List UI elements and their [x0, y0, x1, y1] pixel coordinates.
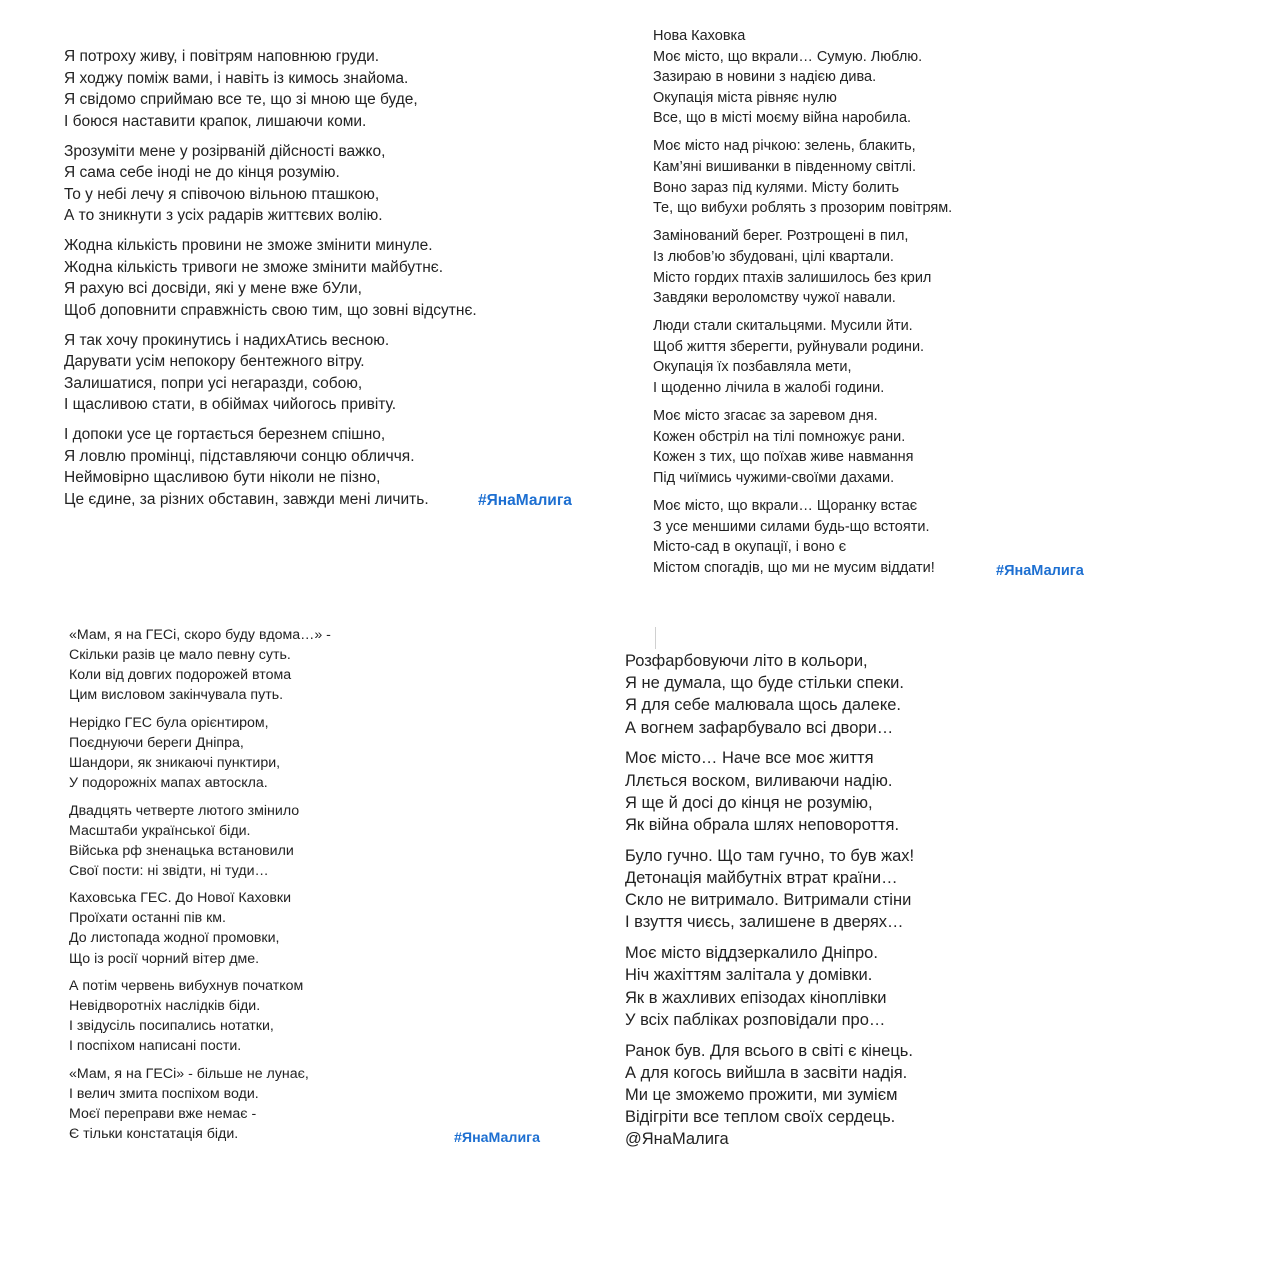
poem-line: З усе меншими силами будь-що встояти.: [653, 518, 930, 535]
poem-block-3: [69, 625, 540, 1152]
poem-line: Люди стали скитальцями. Мусили йти.: [653, 318, 913, 335]
poem-line: Я не думала, що буде стільки спеки.: [625, 674, 904, 693]
poem-line: Нова Каховка: [653, 28, 746, 44]
poem-line: Під чиїмись чужими-своїми дахами.: [653, 469, 895, 486]
stanza: [69, 801, 331, 881]
poem-line: «Мам, я на ГЕСі» - більше не лунає,: [69, 1065, 309, 1082]
poem-line: У подорожніх мапах автоскла.: [69, 775, 268, 792]
stanza: [69, 1064, 331, 1144]
poem-line: І звідусіль посипались нотатки,: [69, 1018, 274, 1035]
stanza: [625, 942, 914, 1031]
poem-line: Я ще й досі до кінця не розумію,: [625, 793, 873, 812]
poem-line: Як війна обрала шлях неповороття.: [625, 816, 900, 835]
stanza: [64, 235, 477, 321]
poem-line: Відігріти все теплом своїх сердець.: [625, 1108, 896, 1127]
stanza: [653, 226, 952, 308]
poem-line: А вогнем зафарбувало всі двори…: [625, 718, 894, 737]
poem-line: Скло не витримало. Витримали стіни: [625, 891, 912, 910]
poem-line: Що із росії чорний вітер дме.: [69, 950, 260, 967]
poem-line: Я для себе малювала щось далеке.: [625, 696, 901, 715]
poem-line: Я рахую всі досвіди, які у мене вже бУли,: [64, 280, 362, 297]
poem-line: Окупація їх позбавляла мети,: [653, 359, 852, 376]
poem-line: У всіх пабліках розповідали про…: [625, 1010, 886, 1029]
poem-line: Цим висловом закінчувала путь.: [69, 687, 284, 704]
poem-line: Моє місто… Наче все моє життя: [625, 749, 874, 768]
poem-line: Жодна кількість тривоги не зможе змінити майбутнє.: [64, 258, 444, 276]
poem-line: Щоб життя зберегти, руйнували родини.: [653, 338, 925, 355]
poem-line: Містом спогадів, що ми не мусим віддати!: [653, 559, 935, 576]
stanza-list: [625, 650, 914, 1151]
poem-line: Війська рф зненацька встановили: [69, 842, 294, 859]
poem-line: Масштаби української біди.: [69, 822, 251, 839]
poem-line: Моє місто, що вкрали… Сумую. Люблю.: [653, 48, 923, 65]
poem-line: Є тільки констатація біди.: [69, 1126, 239, 1143]
stanza: [653, 496, 952, 578]
poem-line: Дарувати усім непокору бентежного вітру.: [64, 353, 365, 370]
poem-line: Як в жахливих епізодах кіноплівки: [625, 988, 887, 1007]
poem-line: І боюся наставити крапок, лишаючи коми.: [64, 112, 367, 130]
poem-line: Моє місто над річкою: зелень, блакить,: [653, 138, 916, 155]
poem-line: І щоденно лічила в жалобі години.: [653, 380, 885, 396]
poem-line: А то зникнути з усіх радарів життєвих волію.: [64, 207, 383, 224]
poem-line: Двадцять четверте лютого змінило: [69, 802, 300, 819]
poem-line: Місто-сад в окупації, і воно є: [653, 539, 847, 556]
stanza: [64, 424, 477, 510]
poem-line: Коли від довгих подорожей втома: [69, 667, 292, 684]
poem-line: Детонація майбутніх втрат країни…: [625, 869, 898, 888]
stanza: [64, 46, 477, 132]
poem-line: Із любов’ю збудовані, цілі квартали.: [653, 248, 894, 265]
poem-line: Кожен з тих, що поїхав живе навмання: [653, 449, 914, 466]
poem-line: І велич змита поспіхом води.: [69, 1085, 259, 1102]
stanza: [64, 141, 477, 227]
poem-line: А для когось вийшла в засвіти надія.: [625, 1063, 908, 1082]
stanza: [625, 747, 914, 836]
poem-line: Воно зараз під кулями. Місту болить: [653, 179, 900, 196]
poem-line: «Мам, я на ГЕСі, скоро буду вдома…» -: [69, 627, 331, 643]
stanza: [653, 26, 952, 129]
stanza: [653, 316, 952, 398]
poem-line: Ранок був. Для всього в світі є кінець.: [625, 1041, 913, 1060]
poem-line: А потім червень вибухнув початком: [69, 978, 304, 995]
poem-line: Шандори, як зникаючі пунктири,: [69, 754, 281, 771]
poem-line: Жодна кількість провини не зможе змінити минуле.: [64, 237, 433, 254]
poem-line: Я сама себе іноді не до кінця розумію.: [64, 164, 340, 181]
poem-line: @ЯнаМалига: [625, 1130, 729, 1149]
poem-line: Розфарбовуючи літо в кольори,: [625, 652, 868, 670]
poem-line: Окупація міста рівняє нулю: [653, 89, 837, 106]
poem-line: Я ловлю промінці, підставляючи сонцю обличчя.: [64, 447, 415, 465]
poem-line: Ллється воском, виливаючи надію.: [625, 771, 893, 790]
poem-line: І поспіхом написані пости.: [69, 1038, 242, 1055]
poem-line: Те, що вибухи роблять з прозорим повітрям.: [653, 200, 953, 217]
stanza: [69, 976, 331, 1056]
poem-line: Неймовірно щасливою бути ніколи не пізно,: [64, 469, 381, 486]
poem-line: Каховська ГЕС. До Нової Каховки: [69, 890, 292, 907]
poem-line: І взуття чиєсь, залишене в дверях…: [625, 913, 904, 932]
poem-line: Свої пости: ні звідти, ні туди…: [69, 862, 269, 879]
stanza: [625, 1040, 914, 1151]
stanza: [64, 330, 477, 416]
poem-line: Місто гордих птахів залишилось без крил: [653, 269, 932, 286]
poem-line: Скільки разів це мало певну суть.: [69, 647, 291, 664]
poem-line: Я так хочу прокинутись і надихАтись весною.: [64, 331, 390, 349]
stanza: [653, 406, 952, 488]
poem-line: Щоб доповнити справжність свою тим, що зовні відсутнє.: [64, 301, 477, 319]
stanza: [69, 625, 331, 705]
poem-line: Все, що в місті моєму війна наробила.: [653, 110, 912, 127]
poem-line: Проїхати останні пів км.: [69, 910, 226, 927]
poem-line: Залишатися, попри усі негаразди, собою,: [64, 374, 363, 392]
stanza-list: [64, 46, 477, 510]
poem-line: Це єдине, за різних обставин, завжди мені личить.: [64, 490, 429, 508]
stanza: [625, 650, 914, 739]
poem-line: Моє місто, що вкрали… Щоранку встає: [653, 497, 918, 514]
stanza-list: [653, 26, 952, 578]
poem-line: Кам’яні вишиванки в південному світлі.: [653, 159, 916, 176]
poem-line: Кожен обстріл на тілі помножує рани.: [653, 428, 906, 445]
poem-line: Нерідко ГЕС була орієнтиром,: [69, 714, 269, 731]
poem-line: І допоки усе це гортається березнем спішно,: [64, 426, 386, 443]
poem-line: Я потроху живу, і повітрям наповнюю груди.: [64, 48, 380, 65]
poem-line: Я ходжу поміж вами, і навіть із кимось знайома.: [64, 69, 409, 87]
hashtag-link[interactable]: #ЯнаМалига: [996, 563, 1084, 579]
poem-line: Ніч жахіттям залітала у домівки.: [625, 966, 873, 985]
poem-block-1: [64, 46, 572, 519]
stanza: [69, 713, 331, 793]
hashtag-link[interactable]: #ЯнаМалига: [478, 492, 572, 509]
stanza: [69, 888, 331, 968]
poem-line: Моє місто згасає за заревом дня.: [653, 408, 878, 425]
poem-line: Ми це зможемо прожити, ми зумієм: [625, 1086, 898, 1105]
poem-line: Я свідомо сприймаю все те, що зі мною ще буде,: [64, 91, 418, 108]
poem-line: То у небі лечу я співочою вільною пташкою,: [64, 185, 380, 203]
poem-line: Моє місто віддзеркалило Дніпро.: [625, 944, 878, 963]
poem-line: Замінований берег. Розтрощені в пил,: [653, 228, 909, 245]
poem-block-4: [625, 650, 914, 1159]
stanza-list: [69, 625, 331, 1144]
poem-line: Завдяки вероломству чужої навали.: [653, 290, 896, 307]
poem-line: Невідворотніх наслідків біди.: [69, 998, 261, 1015]
poem-line: До листопада жодної промовки,: [69, 930, 280, 947]
stanza: [625, 845, 914, 934]
text-cursor: [655, 627, 656, 649]
poem-line: Було гучно. Що там гучно, то був жах!: [625, 846, 915, 865]
stanza: [653, 136, 952, 218]
poem-line: І щасливою стати, в обіймах чийогось привіту.: [64, 396, 397, 413]
poem-line: Моєї переправи вже немає -: [69, 1106, 257, 1123]
hashtag-link[interactable]: #ЯнаМалига: [454, 1130, 540, 1146]
poem-block-2: [653, 26, 1084, 586]
poem-line: Зазираю в новини з надією дива.: [653, 69, 877, 86]
poem-line: Зрозуміти мене у розірваній дійсності важко,: [64, 142, 386, 160]
poem-line: Поєднуючи береги Дніпра,: [69, 734, 244, 751]
